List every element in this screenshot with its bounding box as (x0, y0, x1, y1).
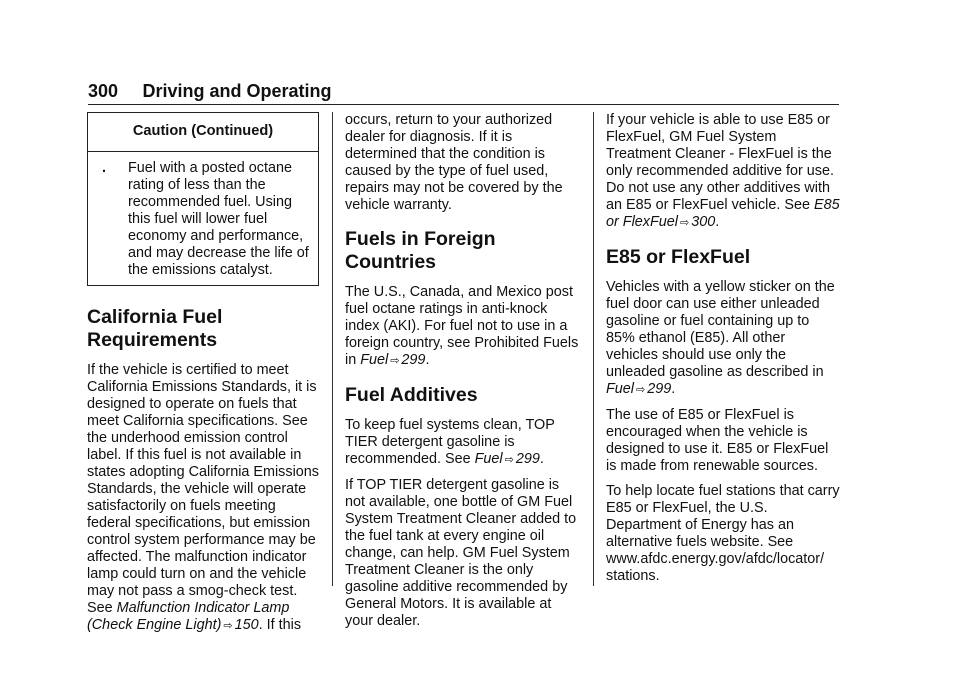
page-reference-arrow-icon: ⇨ (390, 355, 400, 367)
california-paragraph (87, 362, 319, 635)
ref-page-299[interactable]: 299 (401, 352, 426, 368)
additives-heading: Fuel Additives (345, 384, 478, 406)
section-title: Driving and Operating (142, 81, 332, 101)
additives-body-3: If your vehicle is able to use E85 or FlexFuel, GM Fuel System Treatment Cleaner - FlexFuel is the only recommended additive for use. Do not use any other additives with an E85 or FlexFuel vehicle. See (606, 112, 834, 213)
additives-paragraph-3 (606, 112, 840, 232)
ref-link-e85[interactable]: E85 or FlexFuel (606, 197, 840, 230)
foreign-body: The U.S., Canada, and Mexico post fuel octane ratings in anti-knock index (AKI). For fuel not to use in a foreign country, see Prohibited Fuels in (345, 284, 579, 368)
ref-page-299[interactable]: 299 (515, 451, 540, 467)
additives-body-1: To keep fuel systems clean, TOP TIER detergent gasoline is recommended. See (345, 417, 555, 467)
column-3 (606, 112, 840, 593)
caution-title: Caution (Continued) (88, 113, 318, 152)
california-continuation: occurs, return to your authorized dealer for diagnosis. If it is determined that the condition is caused by the type of fuel used, repairs may not be covered by the vehicle warranty. (345, 112, 563, 213)
page-reference-arrow-icon: ⇨ (679, 217, 690, 229)
additives-tail-1: . (539, 451, 544, 467)
column-1 (87, 112, 319, 643)
e85-paragraph-3: To help locate fuel stations that carry E85 or FlexFuel, the U.S. Department of Energy has an alternative fuels website. See www.afdc.energy.gov/afdc/locator/ stations. (606, 483, 840, 584)
e85-heading: E85 or FlexFuel (606, 246, 751, 268)
additives-paragraph-2: If TOP TIER detergent gasoline is not available, one bottle of GM Fuel System Treatment Cleaner added to the fuel tank at every engine oil change, can help. GM Fuel System Treatment Cleaner is the only gasoline additive recommended by General Motors. It is available at your dealer. (345, 477, 577, 629)
column-divider-left (332, 112, 333, 586)
e85-body-1: Vehicles with a yellow sticker on the fuel door can use either unleaded gasoline or fuel containing up to 85% ethanol (E85). All other vehicles should use only the unleaded gasoline as described in (606, 279, 835, 380)
e85-tail-1: . (671, 381, 676, 397)
page-reference-arrow-icon: ⇨ (223, 620, 233, 632)
ref-page-299[interactable]: 299 (647, 381, 672, 397)
ref-page-150[interactable]: 150 (234, 617, 259, 633)
caution-text: Fuel with a posted octane rating of less than the recommended fuel. Using this fuel will lower fuel economy and performance, and may decrease the life of the emissions catalyst. (128, 160, 309, 278)
california-heading: California Fuel Requirements (87, 306, 223, 351)
ref-page-300[interactable]: 300 (691, 214, 716, 230)
additives-paragraph-1 (345, 417, 580, 469)
foreign-tail: . (425, 352, 430, 368)
column-2 (345, 112, 580, 638)
ref-link-fuel[interactable]: Fuel (606, 381, 634, 397)
caution-bullet-item (88, 152, 318, 279)
caution-box (87, 112, 319, 286)
header-rule (88, 104, 839, 105)
ref-link-malfunction-lamp[interactable]: Malfunction Indicator Lamp (Check Engine Light) (87, 600, 290, 633)
page-header (88, 81, 838, 102)
column-divider-right (593, 112, 594, 586)
page-number: 300 (88, 81, 119, 101)
e85-paragraph-2: The use of E85 or FlexFuel is encouraged when the vehicle is designed to use it. E85 or FlexFuel is made from renewable sources. (606, 407, 829, 474)
page-reference-arrow-icon: ⇨ (636, 384, 646, 396)
ref-link-fuel[interactable]: Fuel (360, 352, 389, 368)
e85-paragraph-1 (606, 279, 840, 399)
california-body: If the vehicle is certified to meet California Emissions Standards, it is designed to operate on fuels that meet California specifications. See the underhood emission control label. If this fuel is not available in states adopting California Emissions Standards, the vehicle will operate satisfactorily on fuels meeting federal specifications, but emission control system performance may be affected. The malfunction indicator lamp could turn on and the vehicle may not pass a smog-check test. See (87, 362, 319, 616)
foreign-paragraph (345, 284, 580, 370)
additives-tail-3: . (715, 214, 720, 230)
page-reference-arrow-icon: ⇨ (504, 454, 514, 466)
california-tail: . If this (258, 617, 302, 633)
ref-link-fuel[interactable]: Fuel (474, 451, 503, 467)
bullet-marker: . (102, 160, 106, 176)
foreign-heading: Fuels in Foreign Countries (345, 228, 496, 273)
